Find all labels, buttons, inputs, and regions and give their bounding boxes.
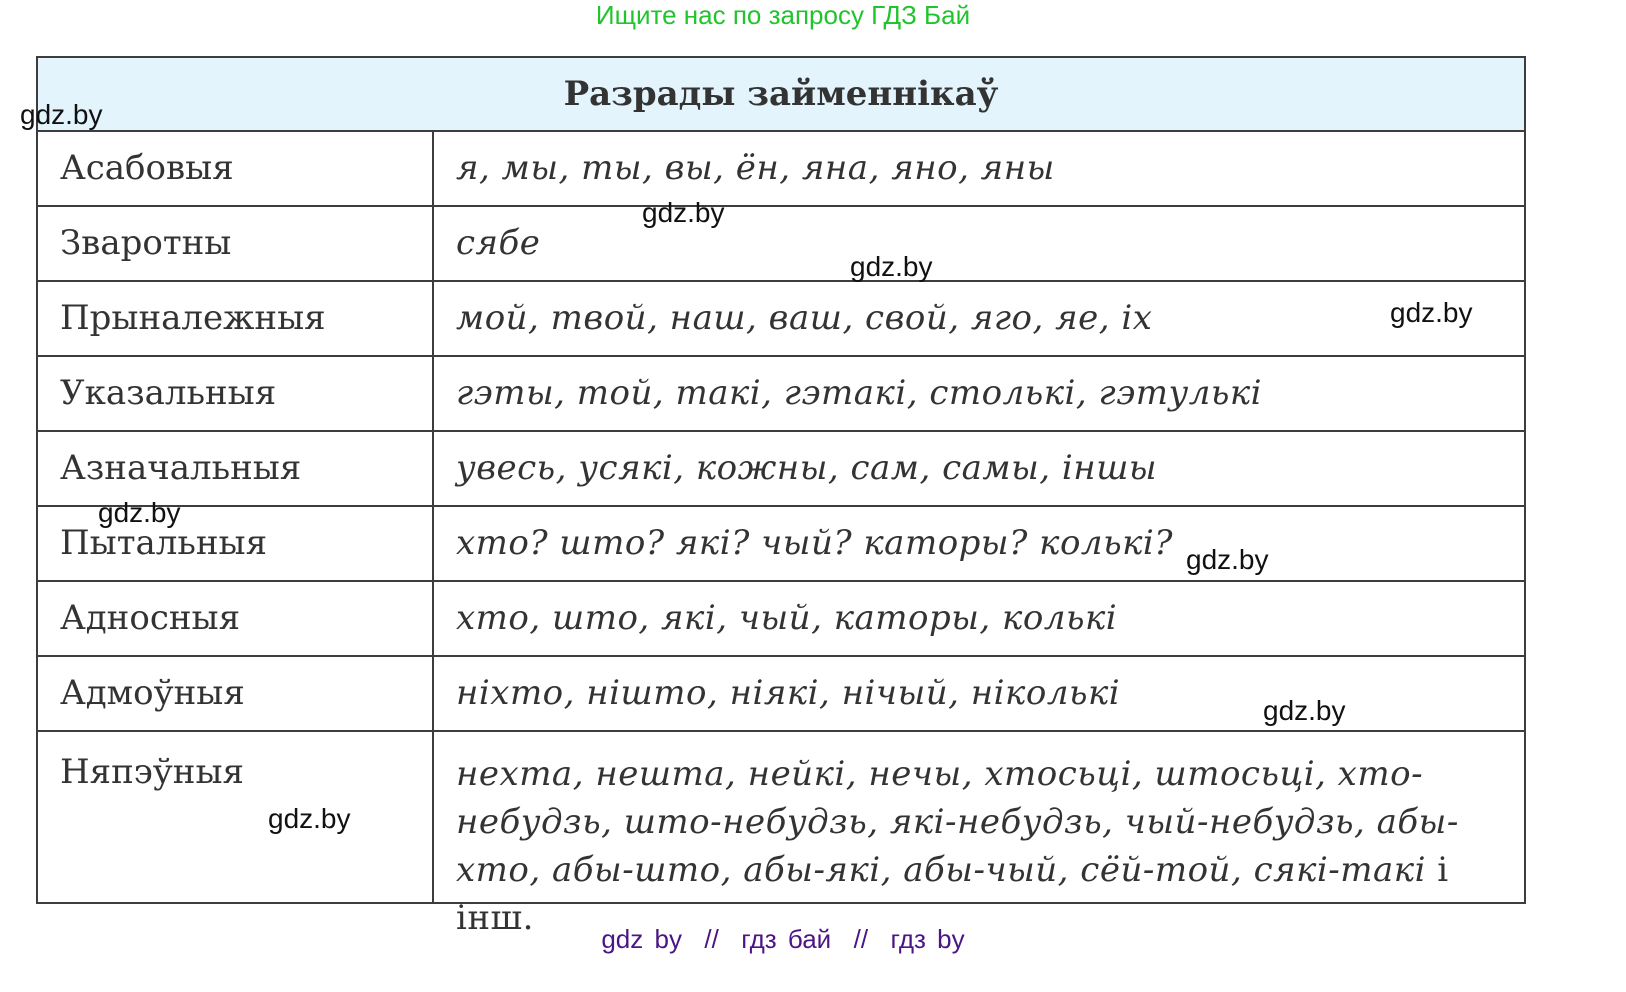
category-cell: Азначальныя bbox=[38, 432, 434, 505]
table-row bbox=[38, 357, 1524, 432]
category-cell: Асабовыя bbox=[38, 132, 434, 205]
table-row bbox=[38, 507, 1524, 582]
table-row bbox=[38, 732, 1524, 938]
examples-cell: мой, твой, наш, ваш, свой, яго, яе, іх bbox=[456, 298, 1153, 338]
category-cell: Адносныя bbox=[38, 582, 434, 655]
category-cell: Прыналежныя bbox=[38, 282, 434, 355]
examples-cell: гэты, той, такі, гэтакі, столькі, гэтулькі bbox=[456, 373, 1263, 413]
examples-cell: увесь, усякі, кожны, сам, самы, іншы bbox=[456, 448, 1158, 488]
footer-links: gdz by // гдз бай // гдз by bbox=[601, 924, 965, 954]
etc-suffix: і інш. bbox=[456, 850, 1449, 938]
table-row bbox=[38, 432, 1524, 507]
examples-cell: хто, што, які, чый, каторы, колькі bbox=[456, 598, 1118, 638]
watermark: gdz.by bbox=[642, 197, 725, 228]
table-row bbox=[38, 282, 1524, 357]
examples-cell: сябе bbox=[456, 223, 541, 263]
table-title: Разрады займеннікаў bbox=[38, 58, 1524, 132]
category-cell: Зваротны bbox=[38, 207, 434, 280]
pronoun-categories-table bbox=[36, 56, 1526, 938]
table-row bbox=[38, 207, 1524, 282]
watermark: gdz.by bbox=[1263, 695, 1346, 726]
category-cell: Указальныя bbox=[38, 357, 434, 430]
watermark: gdz.by bbox=[850, 251, 933, 282]
category-cell: Няпэўныя bbox=[38, 732, 434, 902]
search-banner: Ищите нас по запросу ГДЗ Бай bbox=[595, 0, 971, 30]
watermark: gdz.by bbox=[98, 497, 181, 528]
examples-cell: хто? што? які? чый? каторы? колькі? bbox=[456, 523, 1173, 563]
watermark: gdz.by bbox=[1186, 544, 1269, 575]
examples-cell: ніхто, нішто, ніякі, нічый, ніколькі bbox=[456, 673, 1121, 713]
watermark: gdz.by bbox=[268, 803, 351, 834]
category-cell: Адмоўныя bbox=[38, 657, 434, 730]
category-cell: Пытальныя bbox=[38, 507, 434, 580]
table-row bbox=[38, 132, 1524, 207]
examples-text: нехта, нешта, нейкі, нечы, хтосьці, штосьці, хто-небудзь, што-небудзь, які-небудзь, чый-небудзь, абы-хто, абы-што, абы-які, абы-чый, сёй-той, сякі-такі bbox=[456, 754, 1459, 890]
watermark: gdz.by bbox=[1390, 297, 1473, 328]
examples-cell bbox=[434, 732, 1524, 938]
table-row bbox=[38, 582, 1524, 657]
examples-cell: я, мы, ты, вы, ён, яна, яно, яны bbox=[456, 148, 1055, 188]
watermark: gdz.by bbox=[20, 99, 103, 130]
